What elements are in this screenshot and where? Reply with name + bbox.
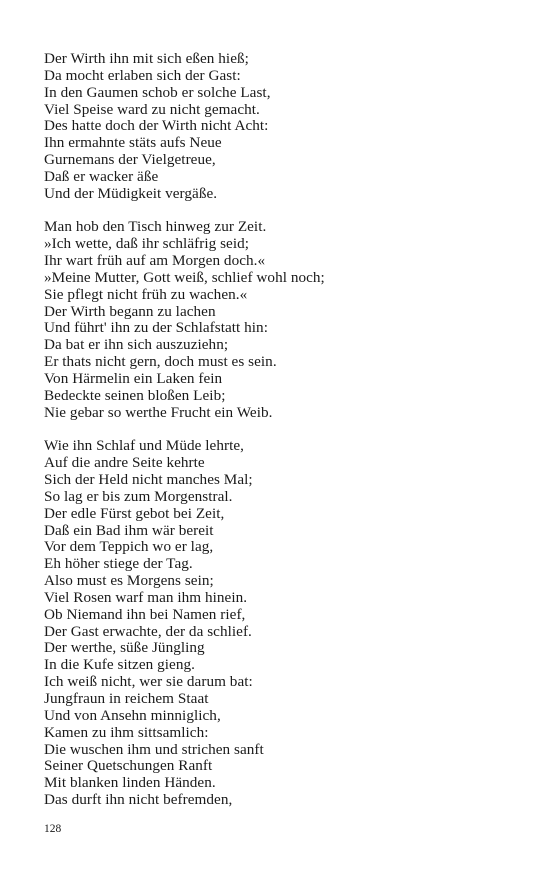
verse-line: Ihn ermahnte stäts aufs Neue <box>44 134 222 152</box>
verse-line: Seiner Quetschungen Ranft <box>44 757 213 775</box>
verse-line: Daß ein Bad ihm wär bereit <box>44 521 214 539</box>
verse-line: Sie pflegt nicht früh zu wachen.« <box>44 285 248 303</box>
stanza-3 <box>44 438 524 809</box>
verse-line: Der Wirth ihn mit sich eßen hieß; <box>44 50 249 67</box>
verse-line: »Ich wette, daß ihr schläfrig seid; <box>44 235 250 253</box>
verse-line: Von Härmelin ein Laken fein <box>44 369 223 387</box>
verse-line: Vor dem Teppich wo er lag, <box>44 538 214 556</box>
verse-line: Und der Müdigkeit vergäße. <box>44 184 218 202</box>
verse-line: Der edle Fürst gebot bei Zeit, <box>44 504 225 522</box>
verse-line: Er thats nicht gern, doch must es sein. <box>44 353 277 371</box>
verse-line: Das durft ihn nicht befremden, <box>44 791 233 809</box>
verse-line: Da mocht erlaben sich der Gast: <box>44 66 241 84</box>
verse-line: Da bat er ihn sich auszuziehn; <box>44 336 229 354</box>
verse-line: Ich weiß nicht, wer sie darum bat: <box>44 673 253 691</box>
poem-text <box>44 51 524 809</box>
verse-line: Ob Niemand ihn bei Namen rief, <box>44 605 246 623</box>
verse-line: Gurnemans der Vielgetreue, <box>44 151 216 169</box>
verse-line: »Meine Mutter, Gott weiß, schlief wohl noch; <box>44 268 325 286</box>
verse-line: Jungfraun in reichem Staat <box>44 689 209 707</box>
verse-line: In die Kufe sitzen gieng. <box>44 656 195 674</box>
verse-line: In den Gaumen schob er solche Last, <box>44 83 271 101</box>
verse-line: Und von Ansehn minniglich, <box>44 706 221 724</box>
verse-line: Bedeckte seinen bloßen Leib; <box>44 386 226 404</box>
verse-line: Der Gast erwachte, der da schlief. <box>44 622 252 640</box>
verse-line: Ihr wart früh auf am Morgen doch.« <box>44 252 266 270</box>
verse-line: Kamen zu ihm sittsamlich: <box>44 723 209 741</box>
verse-line: Wie ihn Schlaf und Müde lehrte, <box>44 437 245 455</box>
verse-line: Viel Rosen warf man ihm hinein. <box>44 588 248 606</box>
verse-line: Und führt' ihn zu der Schlafstatt hin: <box>44 319 268 337</box>
verse-line: So lag er bis zum Morgenstral. <box>44 487 233 505</box>
page-number: 128 <box>44 823 62 835</box>
verse-line: Mit blanken linden Händen. <box>44 774 216 792</box>
verse-line: Der Wirth begann zu lachen <box>44 302 216 320</box>
verse-line: Die wuschen ihm und strichen sanft <box>44 740 264 758</box>
stanza-1 <box>44 51 524 203</box>
verse-line: Der werthe, süße Jüngling <box>44 639 205 657</box>
verse-line: Auf die andre Seite kehrte <box>44 454 205 472</box>
verse-line: Nie gebar so werthe Frucht ein Weib. <box>44 403 273 421</box>
verse-line: Des hatte doch der Wirth nicht Acht: <box>44 117 269 135</box>
verse-line: Man hob den Tisch hinweg zur Zeit. <box>44 218 267 236</box>
verse-line: Sich der Held nicht manches Mal; <box>44 471 253 488</box>
verse-line: Daß er wacker äße <box>44 167 159 185</box>
verse-line: Also must es Morgens sein; <box>44 572 214 590</box>
stanza-2 <box>44 219 524 421</box>
verse-line: Viel Speise ward zu nicht gemacht. <box>44 100 260 118</box>
verse-line: Eh höher stiege der Tag. <box>44 555 193 573</box>
